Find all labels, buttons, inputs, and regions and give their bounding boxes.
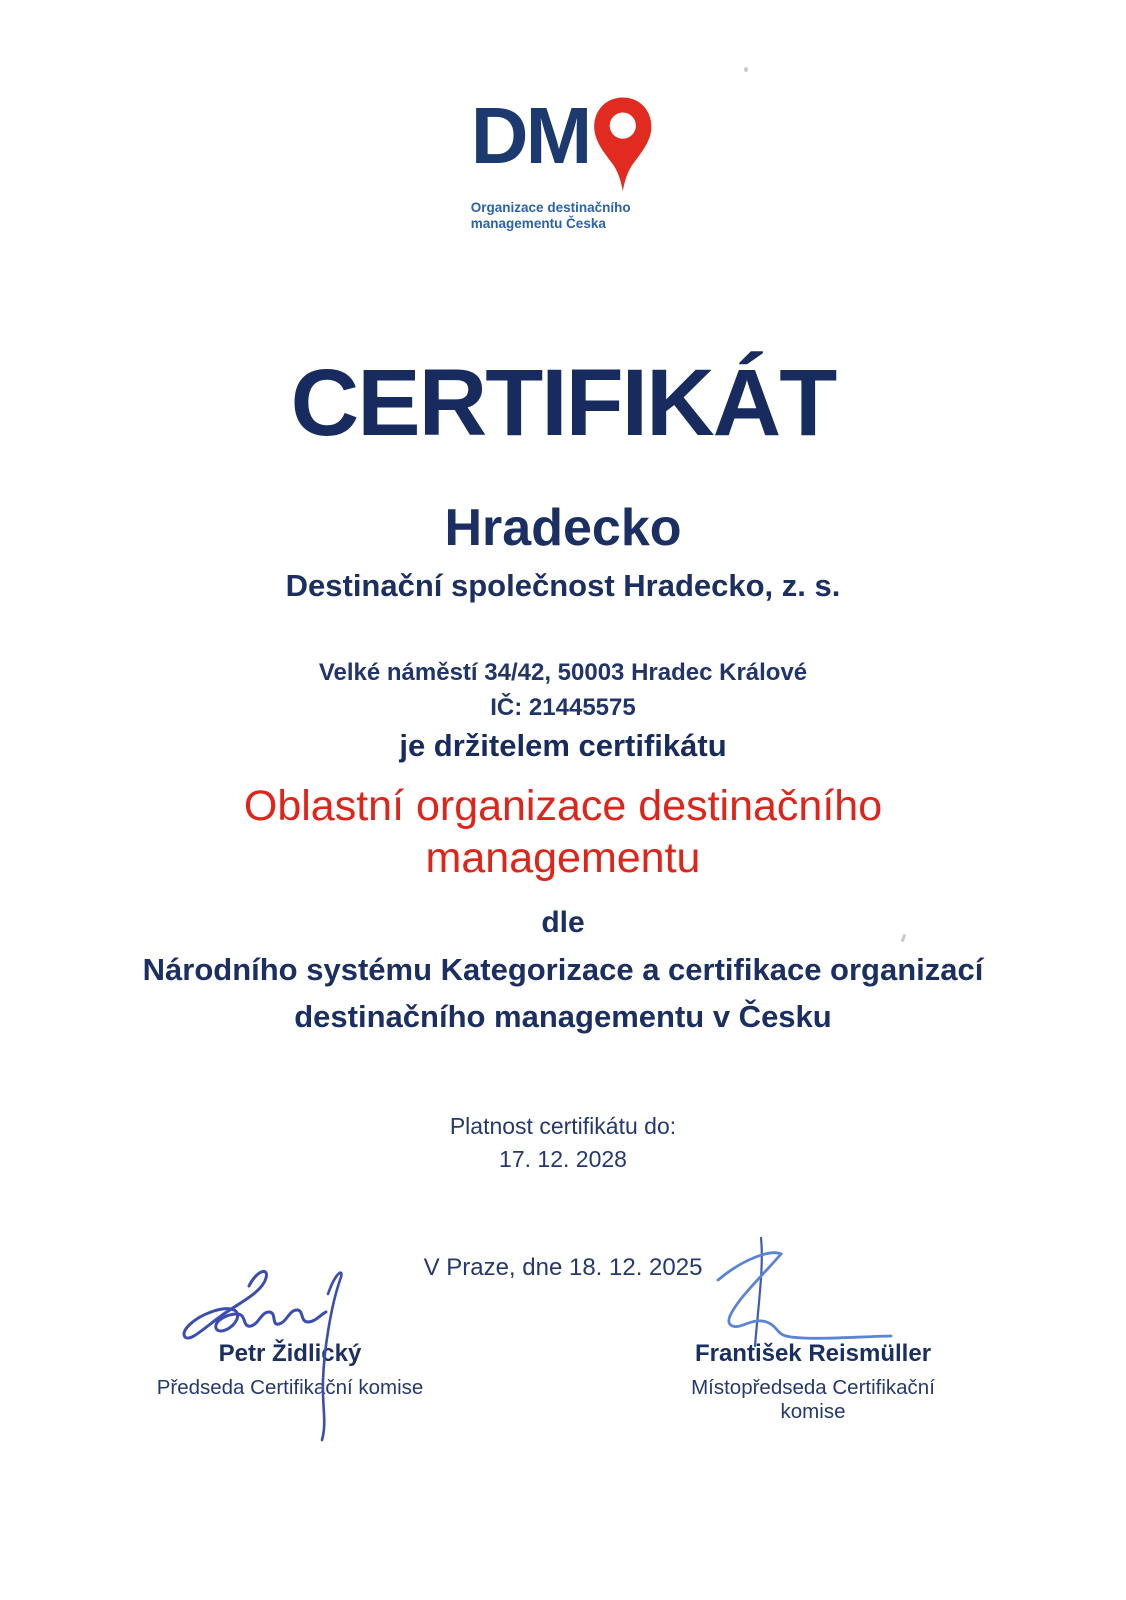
certificate-category — [0, 780, 1126, 884]
certification-system-line1: Národního systému Kategorizace a certifikace organizací — [142, 952, 984, 987]
signatory-left — [140, 1340, 440, 1400]
holder-line: je držitelem certifikátu — [399, 728, 727, 763]
dmo-tagline-line2: managementu Česka — [470, 216, 606, 232]
recipient-address: Velké náměstí 34/42, 50003 Hradec Králové — [318, 659, 808, 686]
location-pin-icon — [591, 94, 655, 196]
scan-speck — [744, 67, 748, 72]
recipient-region: Hradecko — [444, 499, 682, 557]
signatory-right-name: František Reismüller — [694, 1340, 932, 1367]
validity-date: 17. 12. 2028 — [499, 1146, 627, 1172]
signatory-right-role: Místopředseda Certifikační komise — [691, 1375, 935, 1424]
dmo-tagline — [471, 200, 655, 232]
validity-label: Platnost certifikátu do: — [449, 1113, 677, 1139]
certificate-category-line1: Oblastní organizace destinačního — [243, 782, 883, 830]
signatory-left-role: Předseda Certifikační komise — [156, 1375, 424, 1399]
dmo-logo — [470, 91, 655, 232]
validity-block — [0, 1110, 1126, 1176]
according-to-label: dle — [541, 906, 585, 939]
certificate-category-line2: managementu — [425, 834, 701, 882]
certification-system-line2: destinačního managementu v Česku — [294, 999, 832, 1034]
recipient-address-block — [0, 655, 1126, 725]
dmo-wordmark: DM — [470, 91, 590, 180]
certification-system — [0, 946, 1126, 1040]
issue-place-date: V Praze, dne 18. 12. 2025 — [423, 1254, 703, 1281]
recipient-company-id: IČ: 21445575 — [490, 694, 636, 721]
dmo-tagline-line1: Organizace destinačního — [470, 200, 631, 215]
signatory-left-name: Petr Židlický — [218, 1340, 362, 1367]
recipient-organization: Destinační společnost Hradecko, z. s. — [285, 568, 841, 603]
signatory-right — [663, 1340, 963, 1425]
certificate-title: CERTIFIKÁT — [290, 349, 836, 456]
